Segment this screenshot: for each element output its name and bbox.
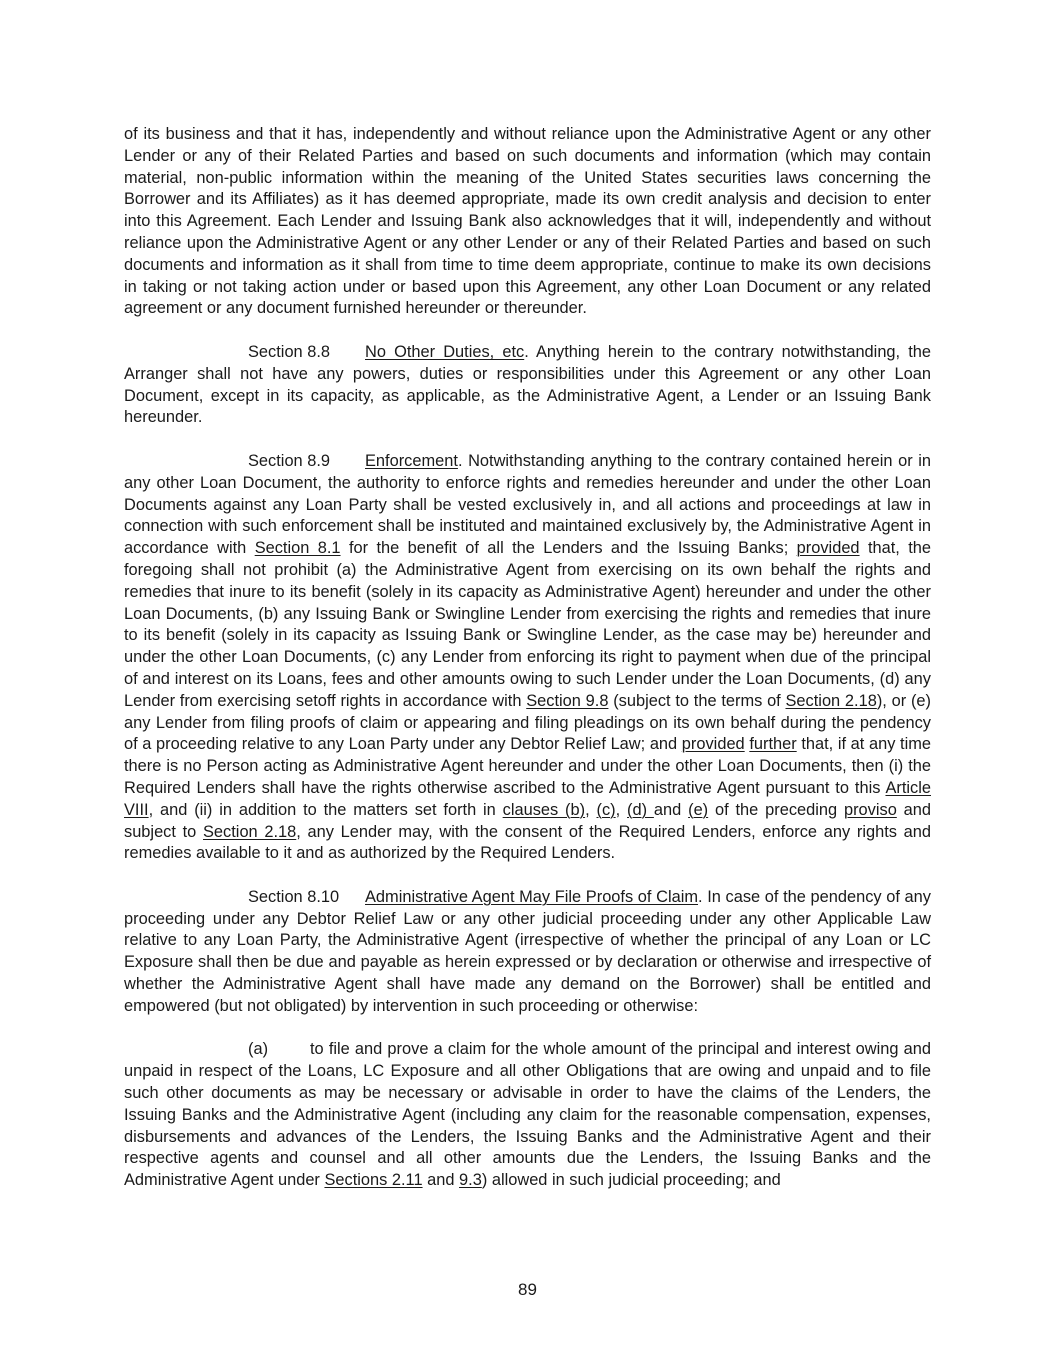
cross-reference: Section 8.1 (254, 539, 341, 558)
section-text: (subject to the terms of (608, 691, 786, 710)
section-number: Section 8.8 (248, 342, 331, 361)
cross-reference: 9.3 (459, 1171, 482, 1190)
defined-term: proviso (843, 800, 897, 819)
section-text: . Anything herein to the contrary notwithstanding, the Arranger shall not have any powers, duties or responsibilities under this Agreement or any other Loan Document, except in its capacity, as applicable, as the Administrative Agent, a Lender or an Issuing Bank hereunder. (124, 342, 932, 427)
cross-reference: Section 2.18 (203, 822, 297, 841)
cross-reference: (e) (688, 800, 709, 819)
section-heading: Administrative Agent May File Proofs of Claim (365, 887, 699, 906)
defined-term: further (749, 735, 797, 754)
paragraph-continuation (124, 124, 931, 320)
defined-term: provided (796, 539, 860, 558)
section-number: Section 8.10 (248, 887, 340, 906)
section-heading: Enforcement (365, 451, 458, 470)
section-number: Section 8.9 (248, 451, 331, 470)
clause-label: (a) (248, 1040, 269, 1059)
cross-reference: Section 2.18 (785, 691, 877, 710)
defined-term: provided (681, 735, 745, 754)
section-heading: No Other Duties, etc (365, 342, 525, 361)
clause-a (124, 1039, 931, 1192)
section-text: for the benefit of all the Lenders and the Issuing Banks; (340, 539, 797, 558)
section-text: . Notwithstanding anything to the contrary contained herein or in any other Loan Document, the authority to enforce rights and remedies hereunder and under the other Loan Documents against any Loan Party shall be vested exclusively in, and all actions and proceedings at law in connection with such enforcement shall be instituted and maintained exclusively by, the Administrative Agent in accordance with (124, 451, 931, 558)
section-text: and subject to (124, 800, 931, 841)
section-text: , and (ii) in addition to the matters set forth in (148, 800, 503, 819)
section-text: . In case of the pendency of any proceeding under any Debtor Relief Law or any other judicial proceeding under any other Applicable Law relative to any Loan Party, the Administrative Agent (irrespective of whether the principal of any Loan or LC Exposure shall then be due and payable as herein expressed or by declaration or otherwise and irrespective of whether the Administrative Agent shall have made any demand on the Borrower) shall be entitled and empowered (but not obligated) by intervention in such proceeding or otherwise: (124, 887, 931, 1015)
section-text: , any Lender may, with the consent of the Required Lenders, enforce any rights and remedies available to it and as authorized by the Required Lenders. (124, 822, 931, 863)
section-text: of the preceding (708, 800, 844, 819)
clause-text: and (422, 1171, 460, 1190)
section-text: that, the foregoing shall not prohibit (a) the Administrative Agent from exercising on its own behalf the rights and remedies that inure to its benefit (solely in its capacity as Administrative Agent) hereunder and under the other Loan Documents, (b) any Issuing Bank or Swingline Lender from exercising the rights and remedies that inure to its benefit (solely in its capacity as Issuing Bank or Swingline Lender, as the case may be) hereunder and under the other Loan Documents, (c) any Lender from enforcing its right to payment when due of the principal of and interest on its Loans, fees and other amounts owing to such Lender under the Loan Documents, (d) any Lender from exercising setoff rights in accordance with (124, 539, 932, 710)
clause-text: to file and prove a claim for the whole amount of the principal and interest owing and unpaid in respect of the Loans, LC Exposure and all other Obligations that are owing and unpaid and to file such other documents as may be necessary or advisable in order to have the claims of the Lenders, the Issuing Banks and the Administrative Agent (including any claim for the reasonable compensation, expenses, disbursements and advances of the Lenders, the Issuing Banks and the Administrative Agent and their respective agents and counsel and all other amounts due the Lenders, the Issuing Banks and the Administrative Agent under (124, 1040, 931, 1190)
section-8-9: Section 8.9 Enforcement. Notwithstanding anything to the contrary contained herein or in any other Loan Document, the authority to enforce rights and remedies hereunder and under the other Loan Documents against any Loan Party shall be vested exclusively in, and all actions and proceedings at law in connection with such enforcement shall be instituted and maintained exclusively by, the Administrative Agent in accordance with Section 8.1 for the benefit of all the Lenders and the Issuing Banks; provided that, the foregoing shall not prohibit (a) the Administrative Agent from exercising on its own behalf the rights and remedies that inure to its benefit (solely in its capacity as Administrative Agent) hereunder and under the other Loan Documents, (b) any Issuing Bank or Swingline Lender from exercising the rights and remedies that inure to its benefit (solely in its capacity as Issuing Bank or Swingline Lender, as the case may be) hereunder and under the other Loan Documents, (c) any Lender from enforcing its right to payment when due of the principal of and interest on its Loans, fees and other amounts owing to such Lender under the Loan Documents, (d) any Lender from exercising setoff rights in accordance with Section 9.8 (subject to the terms of Section 2.18), or (e) any Lender from filing proofs of claim or appearing and filing pleadings on its own behalf during the pendency of a proceeding relative to any Loan Party under any Debtor Relief Law; and provided further that, if at any time there is no Person acting as Administrative Agent hereunder and under the other Loan Documents, then (i) the Required Lenders shall have the rights otherwise ascribed to the Administrative Agent pursuant to this Article VIII, and (ii) in addition to the matters set forth in clauses (b), (c), (d) and (e) of the preceding proviso and subject to Section 2.18, any Lender may, with the consent of the Required Lenders, enforce any rights and remedies available to it and as authorized by the Required Lenders. (124, 451, 932, 863)
cross-reference: clauses (b) (502, 800, 586, 819)
section-text: and (653, 800, 682, 819)
cross-reference: (d) (627, 800, 654, 819)
paragraph-text: of its business and that it has, independently and without reliance upon the Administrative Agent or any other Lender or any of their Related Parties and based on such documents and information (which may contain material, non-public information within the meaning of the United States securities laws concerning the Borrower and its Affiliates) as it has deemed appropriate, made its own credit analysis and decision to enter into this Agreement. Each Lender and Issuing Bank also acknowledges that it will, independently and without reliance upon the Administrative Agent or any other Lender or any of their Related Parties and based on such documents and information as it shall from time to time deem appropriate, continue to make its own decisions in taking or not taking action under or based upon this Agreement, any other Loan Document or any related agreement or any document furnished hereunder or thereunder. (124, 125, 931, 318)
section-8-8 (124, 342, 931, 429)
section-text: that, if at any time there is no Person acting as Administrative Agent hereunder and under the other Loan Documents, then (i) the Required Lenders shall have the rights otherwise ascribed to the Administrative Agent pursuant to this (124, 735, 931, 797)
clause-text: ) allowed in such judicial proceeding; and (481, 1171, 781, 1190)
cross-reference: Sections 2.11 (324, 1171, 423, 1190)
section-text: ), or (e) any Lender from filing proofs of claim or appearing and filing pleadings on its own behalf during the pendency of a proceeding relative to any Loan Party under any Debtor Relief Law; and (124, 691, 931, 754)
cross-reference: Section 9.8 (526, 691, 609, 710)
document-page (124, 124, 931, 1214)
page-number: 89 (518, 1280, 537, 1299)
section-8-10 (124, 887, 931, 1018)
cross-reference: (c) (596, 800, 616, 819)
cross-reference: Article VIII (124, 778, 931, 819)
